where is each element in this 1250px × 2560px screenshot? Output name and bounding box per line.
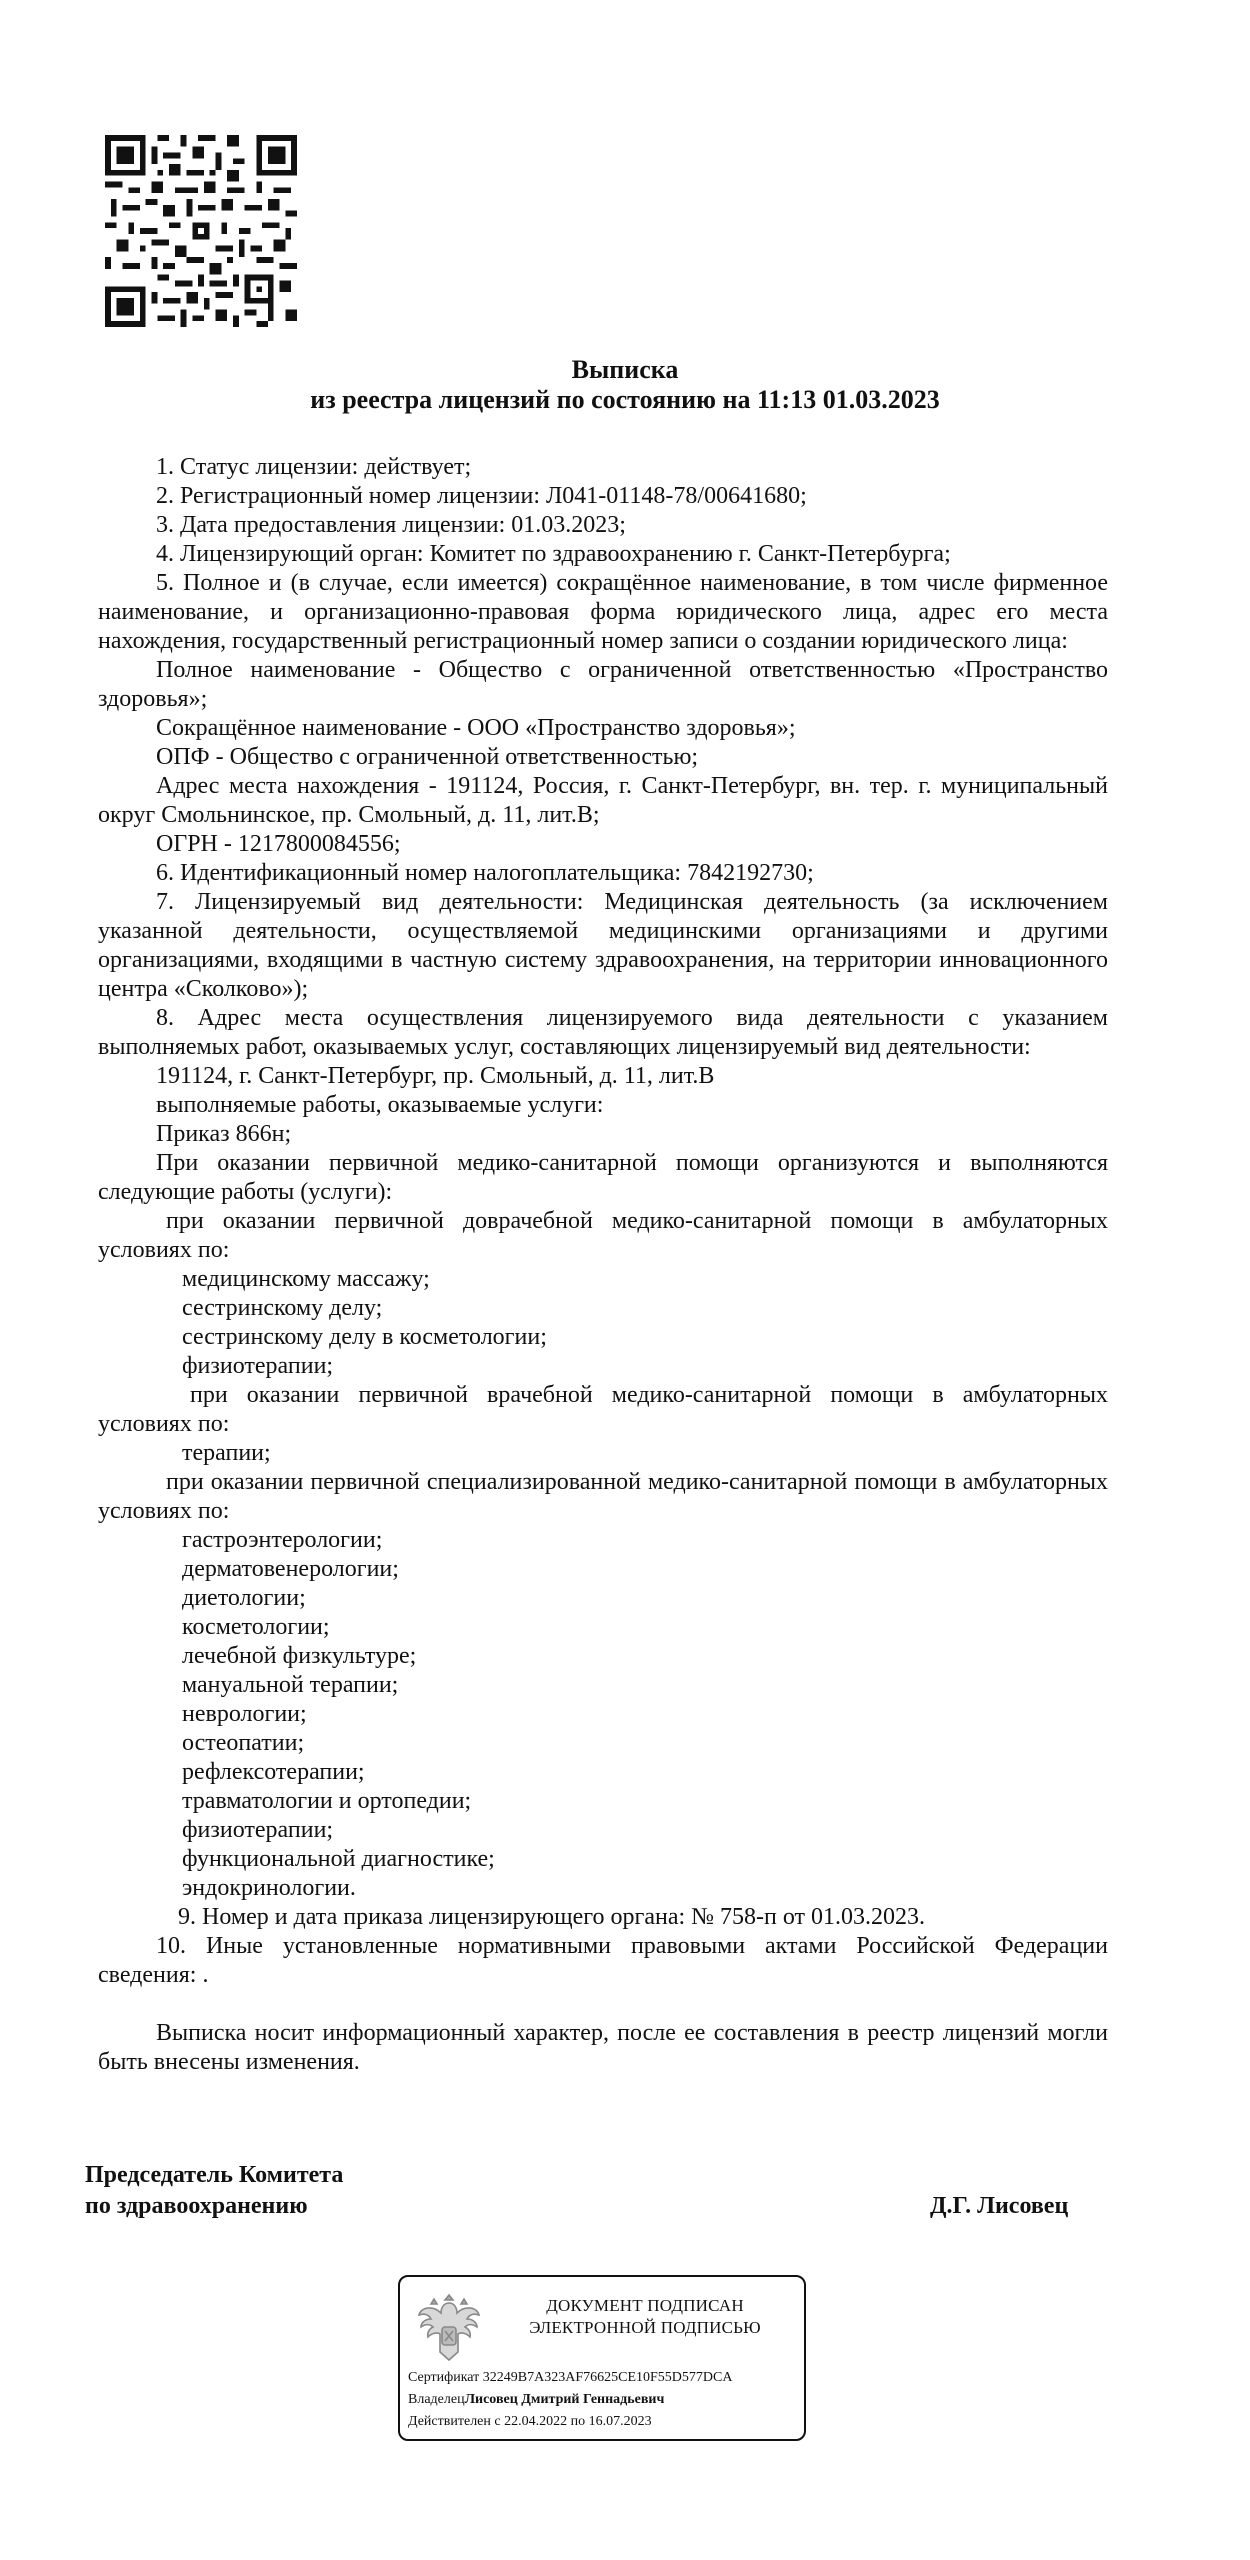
primary-care-intro: При оказании первичной медико-санитарной помощи организуются и выполняются следующие работы (услуги): <box>98 1150 1108 1205</box>
document-body <box>98 453 1108 2077</box>
owner-label: Владелец <box>408 2392 465 2407</box>
owner-line <box>408 2391 664 2409</box>
service-item: сестринскому делу; <box>182 1295 383 1321</box>
signatory-name: Д.Г. Лисовец <box>930 2193 1069 2219</box>
short-name: Сокращённое наименование - ООО «Пространство здоровья»; <box>156 715 796 741</box>
item-4-authority: 4. Лицензирующий орган: Комитет по здравоохранению г. Санкт-Петербурга; <box>156 541 951 567</box>
service-item: физиотерапии; <box>182 1353 334 1379</box>
service-item: гастроэнтерологии; <box>182 1527 383 1553</box>
qr-code-icon <box>105 135 297 327</box>
specialized-care-heading: при оказании первичной специализированной медико-санитарной помощи в амбулаторных условиях по: <box>98 1469 1108 1524</box>
certificate-label: Сертификат <box>408 2370 480 2385</box>
service-item: лечебной физкультуре; <box>182 1643 417 1669</box>
item-8-heading: 8. Адрес места осуществления лицензируемого вида деятельности с указанием выполняемых работ, оказываемых услуг, составляющих лицензируемый вид деятельности: <box>98 1005 1108 1060</box>
activity-address: 191124, г. Санкт-Петербург, пр. Смольный, д. 11, лит.В <box>156 1063 715 1089</box>
physician-care-heading: при оказании первичной врачебной медико-санитарной помощи в амбулаторных условиях по: <box>98 1382 1108 1437</box>
service-item: мануальной терапии; <box>182 1672 399 1698</box>
service-item: рефлексотерапии; <box>182 1759 365 1785</box>
stamp-heading-line-1: ДОКУМЕНТ ПОДПИСАН <box>546 2296 744 2315</box>
service-item: остеопатии; <box>182 1730 305 1756</box>
legal-form: ОПФ - Общество с ограниченной ответственностью; <box>156 744 699 770</box>
service-item: травматологии и ортопедии; <box>182 1788 472 1814</box>
works-heading: выполняемые работы, оказываемые услуги: <box>156 1092 604 1118</box>
service-item: диетологии; <box>182 1585 306 1611</box>
service-item: сестринскому делу в косметологии; <box>182 1324 547 1350</box>
item-10-other: 10. Иные установленные нормативными правовыми актами Российской Федерации сведения: . <box>98 1933 1108 1988</box>
disclaimer: Выписка носит информационный характер, после ее составления в реестр лицензий могли быть внесены изменения. <box>98 2020 1108 2075</box>
service-item: эндокринологии. <box>182 1875 356 1901</box>
legal-address: Адрес места нахождения - 191124, Россия, г. Санкт-Петербург, вн. тер. г. муниципальный округ Смольнинское, пр. Смольный, д. 11, лит.В; <box>98 773 1108 828</box>
full-name: Полное наименование - Общество с ограниченной ответственностью «Пространство здоровья»; <box>98 657 1108 712</box>
item-5-heading: 5. Полное и (в случае, если имеется) сокращённое наименование, в том числе фирменное наименование, и организационно-правовая форма юридического лица, адрес его места нахождения, государственный регистрационный номер записи о создании юридического лица: <box>98 570 1108 654</box>
item-1-status: 1. Статус лицензии: действует; <box>156 454 472 480</box>
item-9-order: 9. Номер и дата приказа лицензирующего органа: № 758-п от 01.03.2023. <box>178 1904 926 1930</box>
stamp-heading-line-2: ЭЛЕКТРОННОЙ ПОДПИСЬЮ <box>529 2318 761 2337</box>
item-2-reg-number: 2. Регистрационный номер лицензии: Л041-01148-78/00641680; <box>156 483 807 509</box>
position-line-1: Председатель Комитета <box>85 2162 344 2188</box>
coat-of-arms-icon <box>414 2289 484 2365</box>
order-866n: Приказ 866н; <box>156 1121 292 1147</box>
certificate-line <box>408 2369 732 2387</box>
service-item: физиотерапии; <box>182 1817 334 1843</box>
stamp-heading <box>500 2295 790 2339</box>
signatory-position <box>85 2160 343 2222</box>
item-3-date: 3. Дата предоставления лицензии: 01.03.2023; <box>156 512 626 538</box>
item-7-activity: 7. Лицензируемый вид деятельности: Медицинская деятельность (за исключением указанной деятельности, осуществляемой медицинскими организациями и другими организациями, входящими в частную систему здравоохранения, на территории инновационного центра «Сколково»); <box>98 889 1108 1002</box>
position-line-2: по здравоохранению <box>85 2193 308 2219</box>
electronic-signature-stamp <box>398 2275 806 2441</box>
service-item: терапии; <box>182 1440 271 1466</box>
service-item: косметологии; <box>182 1614 330 1640</box>
service-item: дерматовенерологии; <box>182 1556 399 1582</box>
validity-line: Действителен с 22.04.2022 по 16.07.2023 <box>408 2414 652 2429</box>
service-item: неврологии; <box>182 1701 307 1727</box>
ogrn: ОГРН - 1217800084556; <box>156 831 401 857</box>
certificate-value: 32249B7A323AF76625CE10F55D577DCA <box>482 2370 733 2385</box>
document-title: Выписка <box>571 355 679 384</box>
item-6-inn: 6. Идентификационный номер налогоплательщика: 7842192730; <box>156 860 814 886</box>
prehospital-care-heading: при оказании первичной доврачебной медико-санитарной помощи в амбулаторных условиях по: <box>98 1208 1108 1263</box>
service-item: функциональной диагностике; <box>182 1846 495 1872</box>
service-item: медицинскому массажу; <box>182 1266 430 1292</box>
document-subtitle: из реестра лицензий по состоянию на 11:13 01.03.2023 <box>310 385 940 414</box>
owner-value: Лисовец Дмитрий Геннадьевич <box>464 2392 665 2407</box>
